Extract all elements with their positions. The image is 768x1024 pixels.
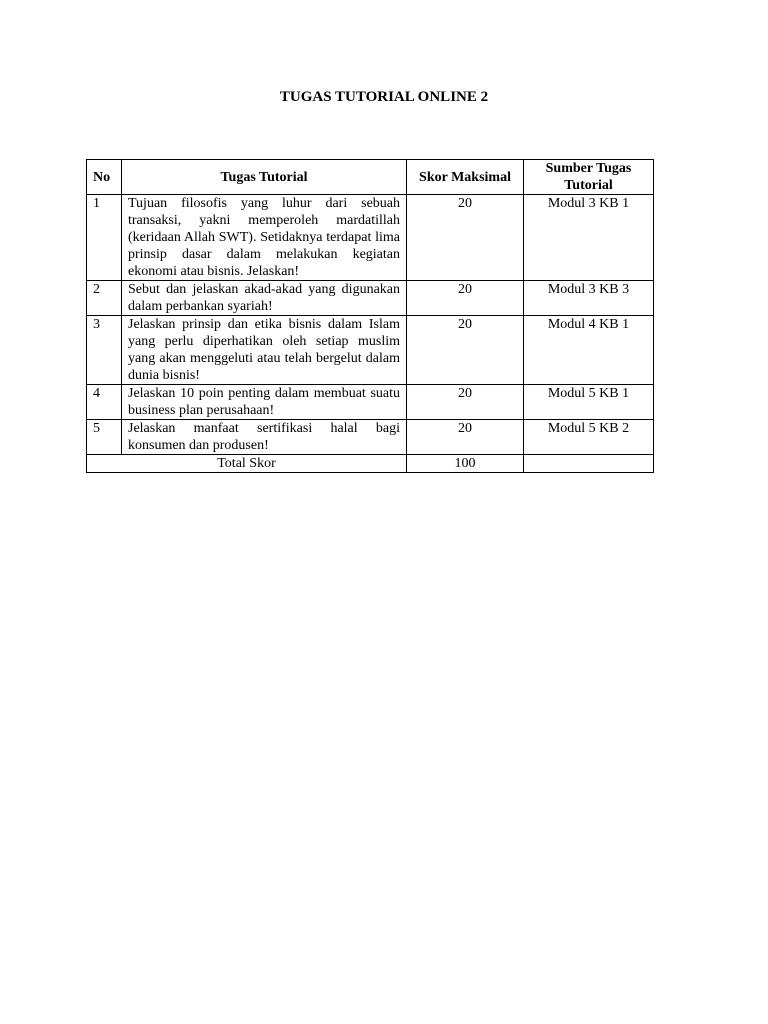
header-no: No bbox=[87, 160, 122, 195]
task-text: Tujuan filosofis yang luhur dari sebuah transaksi, yakni memperoleh mardatillah (keridaan Allah SWT). Setidaknya terdapat lima prinsip dasar dalam melakukan kegiatan ekonomi atau bisnis. Jelaskan! bbox=[122, 195, 407, 281]
total-row bbox=[87, 455, 654, 473]
table-row bbox=[87, 195, 654, 281]
row-number: 3 bbox=[87, 316, 122, 385]
task-text: Jelaskan prinsip dan etika bisnis dalam Islam yang perlu diperhatikan oleh setiap muslim yang akan menggeluti atau telah bergelut dalam dunia bisnis! bbox=[122, 316, 407, 385]
table-row bbox=[87, 316, 654, 385]
task-source: Modul 5 KB 1 bbox=[524, 385, 654, 420]
table-row bbox=[87, 385, 654, 420]
max-score: 20 bbox=[407, 316, 524, 385]
task-text: Jelaskan manfaat sertifikasi halal bagi konsumen dan produsen! bbox=[122, 420, 407, 455]
row-number: 1 bbox=[87, 195, 122, 281]
total-source-empty bbox=[524, 455, 654, 473]
task-source: Modul 5 KB 2 bbox=[524, 420, 654, 455]
table-row bbox=[87, 420, 654, 455]
task-source: Modul 3 KB 3 bbox=[524, 281, 654, 316]
header-source: Sumber Tugas Tutorial bbox=[524, 160, 654, 195]
total-score-value: 100 bbox=[407, 455, 524, 473]
row-number: 2 bbox=[87, 281, 122, 316]
header-task: Tugas Tutorial bbox=[122, 160, 407, 195]
tutorial-task-table bbox=[86, 159, 654, 473]
task-source: Modul 3 KB 1 bbox=[524, 195, 654, 281]
max-score: 20 bbox=[407, 420, 524, 455]
page-title: TUGAS TUTORIAL ONLINE 2 bbox=[279, 89, 489, 105]
max-score: 20 bbox=[407, 195, 524, 281]
max-score: 20 bbox=[407, 385, 524, 420]
header-max-score: Skor Maksimal bbox=[407, 160, 524, 195]
table-row bbox=[87, 281, 654, 316]
max-score: 20 bbox=[407, 281, 524, 316]
task-text: Jelaskan 10 poin penting dalam membuat suatu business plan perusahaan! bbox=[122, 385, 407, 420]
row-number: 5 bbox=[87, 420, 122, 455]
total-score-label: Total Skor bbox=[87, 455, 407, 473]
row-number: 4 bbox=[87, 385, 122, 420]
table-header-row bbox=[87, 160, 654, 195]
task-text: Sebut dan jelaskan akad-akad yang digunakan dalam perbankan syariah! bbox=[122, 281, 407, 316]
task-source: Modul 4 KB 1 bbox=[524, 316, 654, 385]
